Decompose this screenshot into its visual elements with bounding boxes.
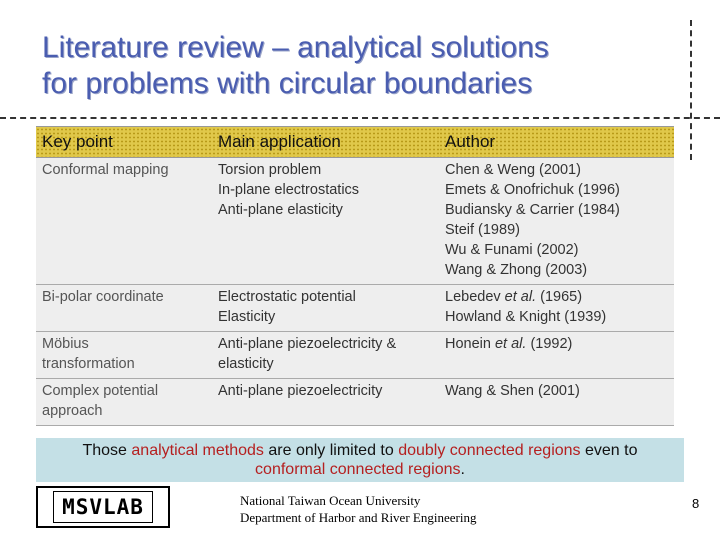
page-number: 8 [692,496,700,511]
header-author: Author [439,127,674,158]
table-row [36,158,674,285]
footer-university: National Taiwan Ocean University [240,493,421,508]
logo-text: MSVLAB [53,491,153,523]
key-point-cell [36,285,212,332]
cell-line: approach [42,403,103,419]
literature-table [36,126,674,426]
cell-line: Anti-plane piezoelectricity [218,383,383,399]
et-al-italic: et al. [504,289,537,305]
literature-table-container [36,126,674,426]
author-cell [439,158,674,285]
key-point-cell [36,379,212,426]
note-text: Those [82,442,132,459]
cell-line: Anti-plane elasticity [218,202,343,218]
cell-line: Torsion problem [218,162,322,178]
citation-text: (1992) [526,336,573,352]
cell-line: Emets & Onofrichuk (1996) [445,182,620,198]
note-text: even to [580,442,638,459]
author-cell [439,285,674,332]
citation-text: Lebedev [445,289,505,305]
application-cell [212,379,439,426]
note-highlight: conformal connected regions [255,461,461,478]
cell-line: Steif (1989) [445,222,520,238]
cell-line: Electrostatic potential [218,289,356,305]
cell-line: Complex potential [42,383,159,399]
cell-line: elasticity [218,356,274,372]
note-highlight: doubly connected regions [398,442,581,459]
cell-line: Wu & Funami (2002) [445,242,579,258]
key-point-cell [36,332,212,379]
horizontal-dashed-rule [0,117,720,119]
note-text: . [460,461,465,478]
cell-line [445,287,668,307]
cell-line: transformation [42,356,135,372]
cell-line: Möbius [42,336,89,352]
author-cell [439,379,674,426]
header-main-application: Main application [212,127,439,158]
note-highlight: analytical methods [131,442,264,459]
table-row [36,332,674,379]
citation-text: Honein [445,336,495,352]
cell-line: Elasticity [218,309,276,325]
msvlab-logo [36,486,170,528]
table-body [36,158,674,426]
application-cell [212,332,439,379]
application-cell [212,158,439,285]
vertical-dashed-rule [690,20,692,160]
cell-line: Wang & Zhong (2003) [445,262,588,278]
cell-line: Anti-plane piezoelectricity & [218,336,397,352]
table-header-row [36,127,674,158]
cell-line: In-plane electrostatics [218,182,360,198]
table-row [36,285,674,332]
cell-line: Conformal mapping [42,162,169,178]
title-line-1: Literature review – analytical solutions [42,31,549,64]
key-point-cell [36,158,212,285]
footer-department: Department of Harbor and River Engineering [240,510,477,525]
table-row [36,379,674,426]
cell-line: Budiansky & Carrier (1984) [445,202,620,218]
cell-line [445,334,668,354]
conclusion-note [36,438,684,482]
title-line-2: for problems with circular boundaries [42,67,533,100]
cell-line: Wang & Shen (2001) [445,383,580,399]
application-cell [212,285,439,332]
slide-title [42,30,682,102]
cell-line: Howland & Knight (1939) [445,309,607,325]
cell-line: Bi-polar coordinate [42,289,164,305]
cell-line: Chen & Weng (2001) [445,162,581,178]
author-cell [439,332,674,379]
footer [240,492,476,526]
citation-text: (1965) [536,289,583,305]
header-key-point: Key point [36,127,212,158]
et-al-italic: et al. [494,336,527,352]
note-text: are only limited to [263,442,399,459]
